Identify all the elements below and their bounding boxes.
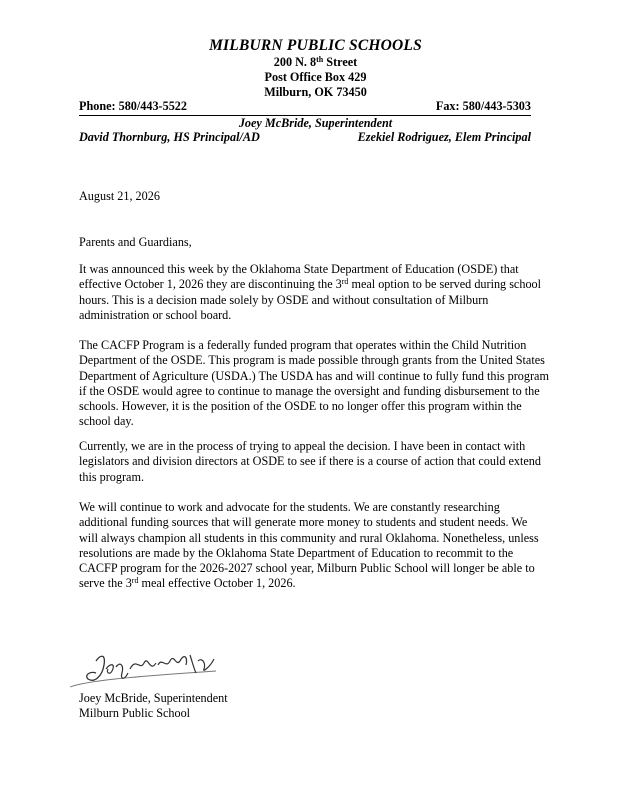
school-name: MILBURN PUBLIC SCHOOLS <box>209 37 422 54</box>
po-box: Post Office Box 429 <box>264 70 367 84</box>
elem-principal: Ezekiel Rodriguez, Elem Principal <box>357 130 531 144</box>
signer-organization: Milburn Public School <box>79 706 191 720</box>
signature-image <box>66 643 226 693</box>
signer-name: Joey McBride, Superintendent <box>79 691 228 705</box>
principals-row <box>79 130 531 145</box>
paragraph-3: Currently, we are in the process of trying to appeal the decision. I have been in contact with legislators and division directors at OSDE to see if there is a course of action that could extend this program. <box>79 439 541 484</box>
contact-row <box>79 99 531 116</box>
city-state-zip: Milburn, OK 73450 <box>264 85 367 99</box>
phone-number: Phone: 580/443-5522 <box>79 99 187 113</box>
letter-date: August 21, 2026 <box>79 189 160 203</box>
hs-principal: David Thornburg, HS Principal/AD <box>79 130 260 144</box>
fax-number: Fax: 580/443-5303 <box>435 99 531 113</box>
superintendent-line: Joey McBride, Superintendent <box>238 116 393 130</box>
paragraph-2: The CACFP Program is a federally funded program that operates within the Child Nutrition Department of the OSDE. This program is made possible through grants from the United States Department of Agriculture (USDA.) The USDA has and will continue to fully fund this program if the OSDE would agree to continue to manage the oversight and funding disbursement to the schools. However, it is the position of the OSDE to no longer offer this program within the school day. <box>79 338 549 429</box>
paragraph-1: It was announced this week by the Oklahoma State Department of Education (OSDE) that effective October 1, 2026 they are discontinuing the 3rd meal option to be served during school hours. This is a decision made solely by OSDE and without consultation of Milburn administration or school board. <box>79 262 542 322</box>
paragraph-4: We will continue to work and advocate for the students. We are constantly researching additional funding sources that will generate more money to students and student needs. We will always champion all students in this community and rural Oklahoma. Nonetheless, unless resolutions are made by the Oklahoma State Department of Education to recommit to the CACFP program for the 2026-2027 school year, Milburn Public School will longer be able to serve the 3rd meal effective October 1, 2026. <box>79 500 539 591</box>
salutation: Parents and Guardians, <box>79 235 192 249</box>
street-address: 200 N. 8th Street <box>273 55 358 69</box>
